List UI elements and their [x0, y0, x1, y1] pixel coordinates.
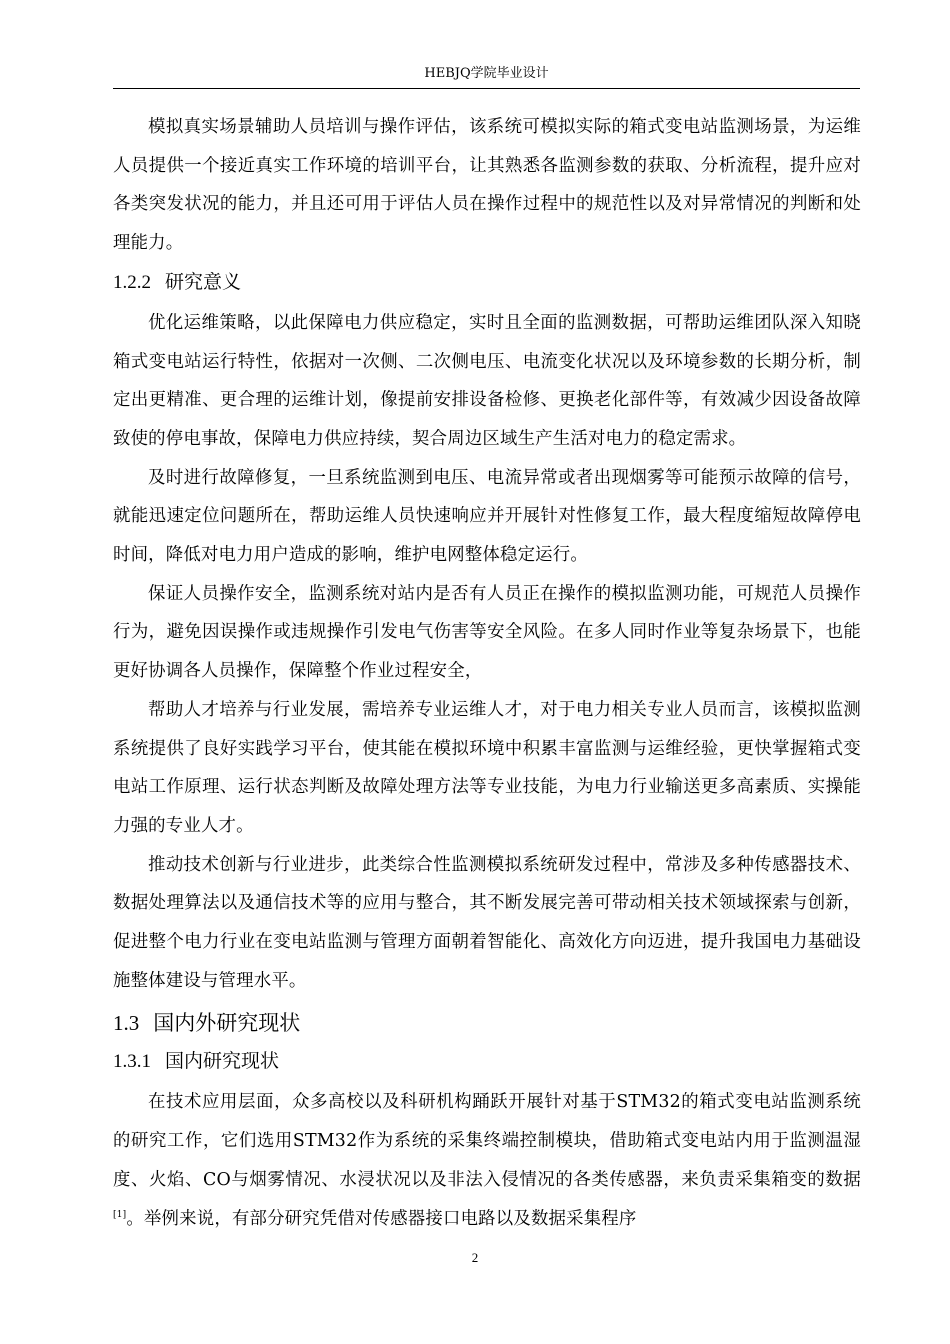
section-number: 1.3 — [113, 1011, 140, 1036]
section-heading-1-3 — [113, 1008, 861, 1038]
paragraph: 推动技术创新与行业进步，此类综合性监测模拟系统研发过程中，常涉及多种传感器技术、数据处理算法以及通信技术等的应用与整合，其不断发展完善可带动相关技术领域探索与创新，促进整个电力行业在变电站监测与管理方面朝着智能化、高效化方向迈进，提升我国电力基础设施整体建设与管理水平。 — [113, 854, 861, 991]
paragraph-text: 在技术应用层面，众多高校以及科研机构踊跃开展针对基于STM32的箱式变电站监测系统的研究工作，它们选用STM32作为系统的采集终端控制模块，借助箱式变电站内用于监测温湿度、火焰、CO与烟雾情况、水浸状况以及非法入侵情况的各类传感器，来负责采集箱变的数据 — [113, 1092, 861, 1190]
section-title: 国内研究现状 — [165, 1050, 280, 1073]
section-title: 国内外研究现状 — [153, 1011, 301, 1036]
section-number: 1.2.2 — [113, 271, 151, 293]
paragraph — [113, 1083, 861, 1238]
citation-ref[interactable]: [1] — [113, 1209, 127, 1220]
paragraph: 帮助人才培养与行业发展，需培养专业运维人才，对于电力相关专业人员而言，该模拟监测系统提供了良好实践学习平台，使其能在模拟环境中积累丰富监测与运维经验，更快掌握箱式变电站工作原理、运行状态判断及故障处理方法等专业技能，为电力行业输送更多高素质、实操能力强的专业人才。 — [113, 699, 861, 836]
page-footer — [0, 1250, 950, 1266]
section-heading-1-2-2 — [113, 269, 861, 296]
page-number: 2 — [471, 1250, 479, 1265]
section-title: 研究意义 — [165, 270, 242, 293]
header-title: HEBJQ学院毕业设计 — [424, 66, 549, 81]
page-header — [113, 64, 860, 89]
paragraph: 优化运维策略，以此保障电力供应稳定，实时且全面的监测数据，可帮助运维团队深入知晓箱式变电站运行特性，依据对一次侧、二次侧电压、电流变化状况以及环境参数的长期分析，制定出更精准、更合理的运维计划，像提前安排设备检修、更换老化部件等，有效减少因设备故障致使的停电事故，保障电力供应持续，契合周边区域生产生活对电力的稳定需求。 — [113, 312, 861, 449]
section-number: 1.3.1 — [113, 1051, 151, 1073]
paragraph: 及时进行故障修复，一旦系统监测到电压、电流异常或者出现烟雾等可能预示故障的信号，就能迅速定位问题所在，帮助运维人员快速响应并开展针对性修复工作，最大程度缩短故障停电时间，降低对电力用户造成的影响，维护电网整体稳定运行。 — [113, 467, 861, 566]
section-heading-1-3-1 — [113, 1048, 861, 1075]
paragraph: 模拟真实场景辅助人员培训与操作评估，该系统可模拟实际的箱式变电站监测场景，为运维人员提供一个接近真实工作环境的培训平台，让其熟悉各监测参数的获取、分析流程，提升应对各类突发状况的能力，并且还可用于评估人员在操作过程中的规范性以及对异常情况的判断和处理能力。 — [113, 117, 861, 254]
paragraph-text: 。举例来说，有部分研究凭借对传感器接口电路以及数据采集程序 — [126, 1208, 637, 1229]
paragraph: 保证人员操作安全，监测系统对站内是否有人员正在操作的模拟监测功能，可规范人员操作行为，避免因误操作或违规操作引发电气伤害等安全风险。在多人同时作业等复杂场景下，也能更好协调各人员操作，保障整个作业过程安全， — [113, 583, 861, 682]
page-body — [113, 108, 861, 1238]
